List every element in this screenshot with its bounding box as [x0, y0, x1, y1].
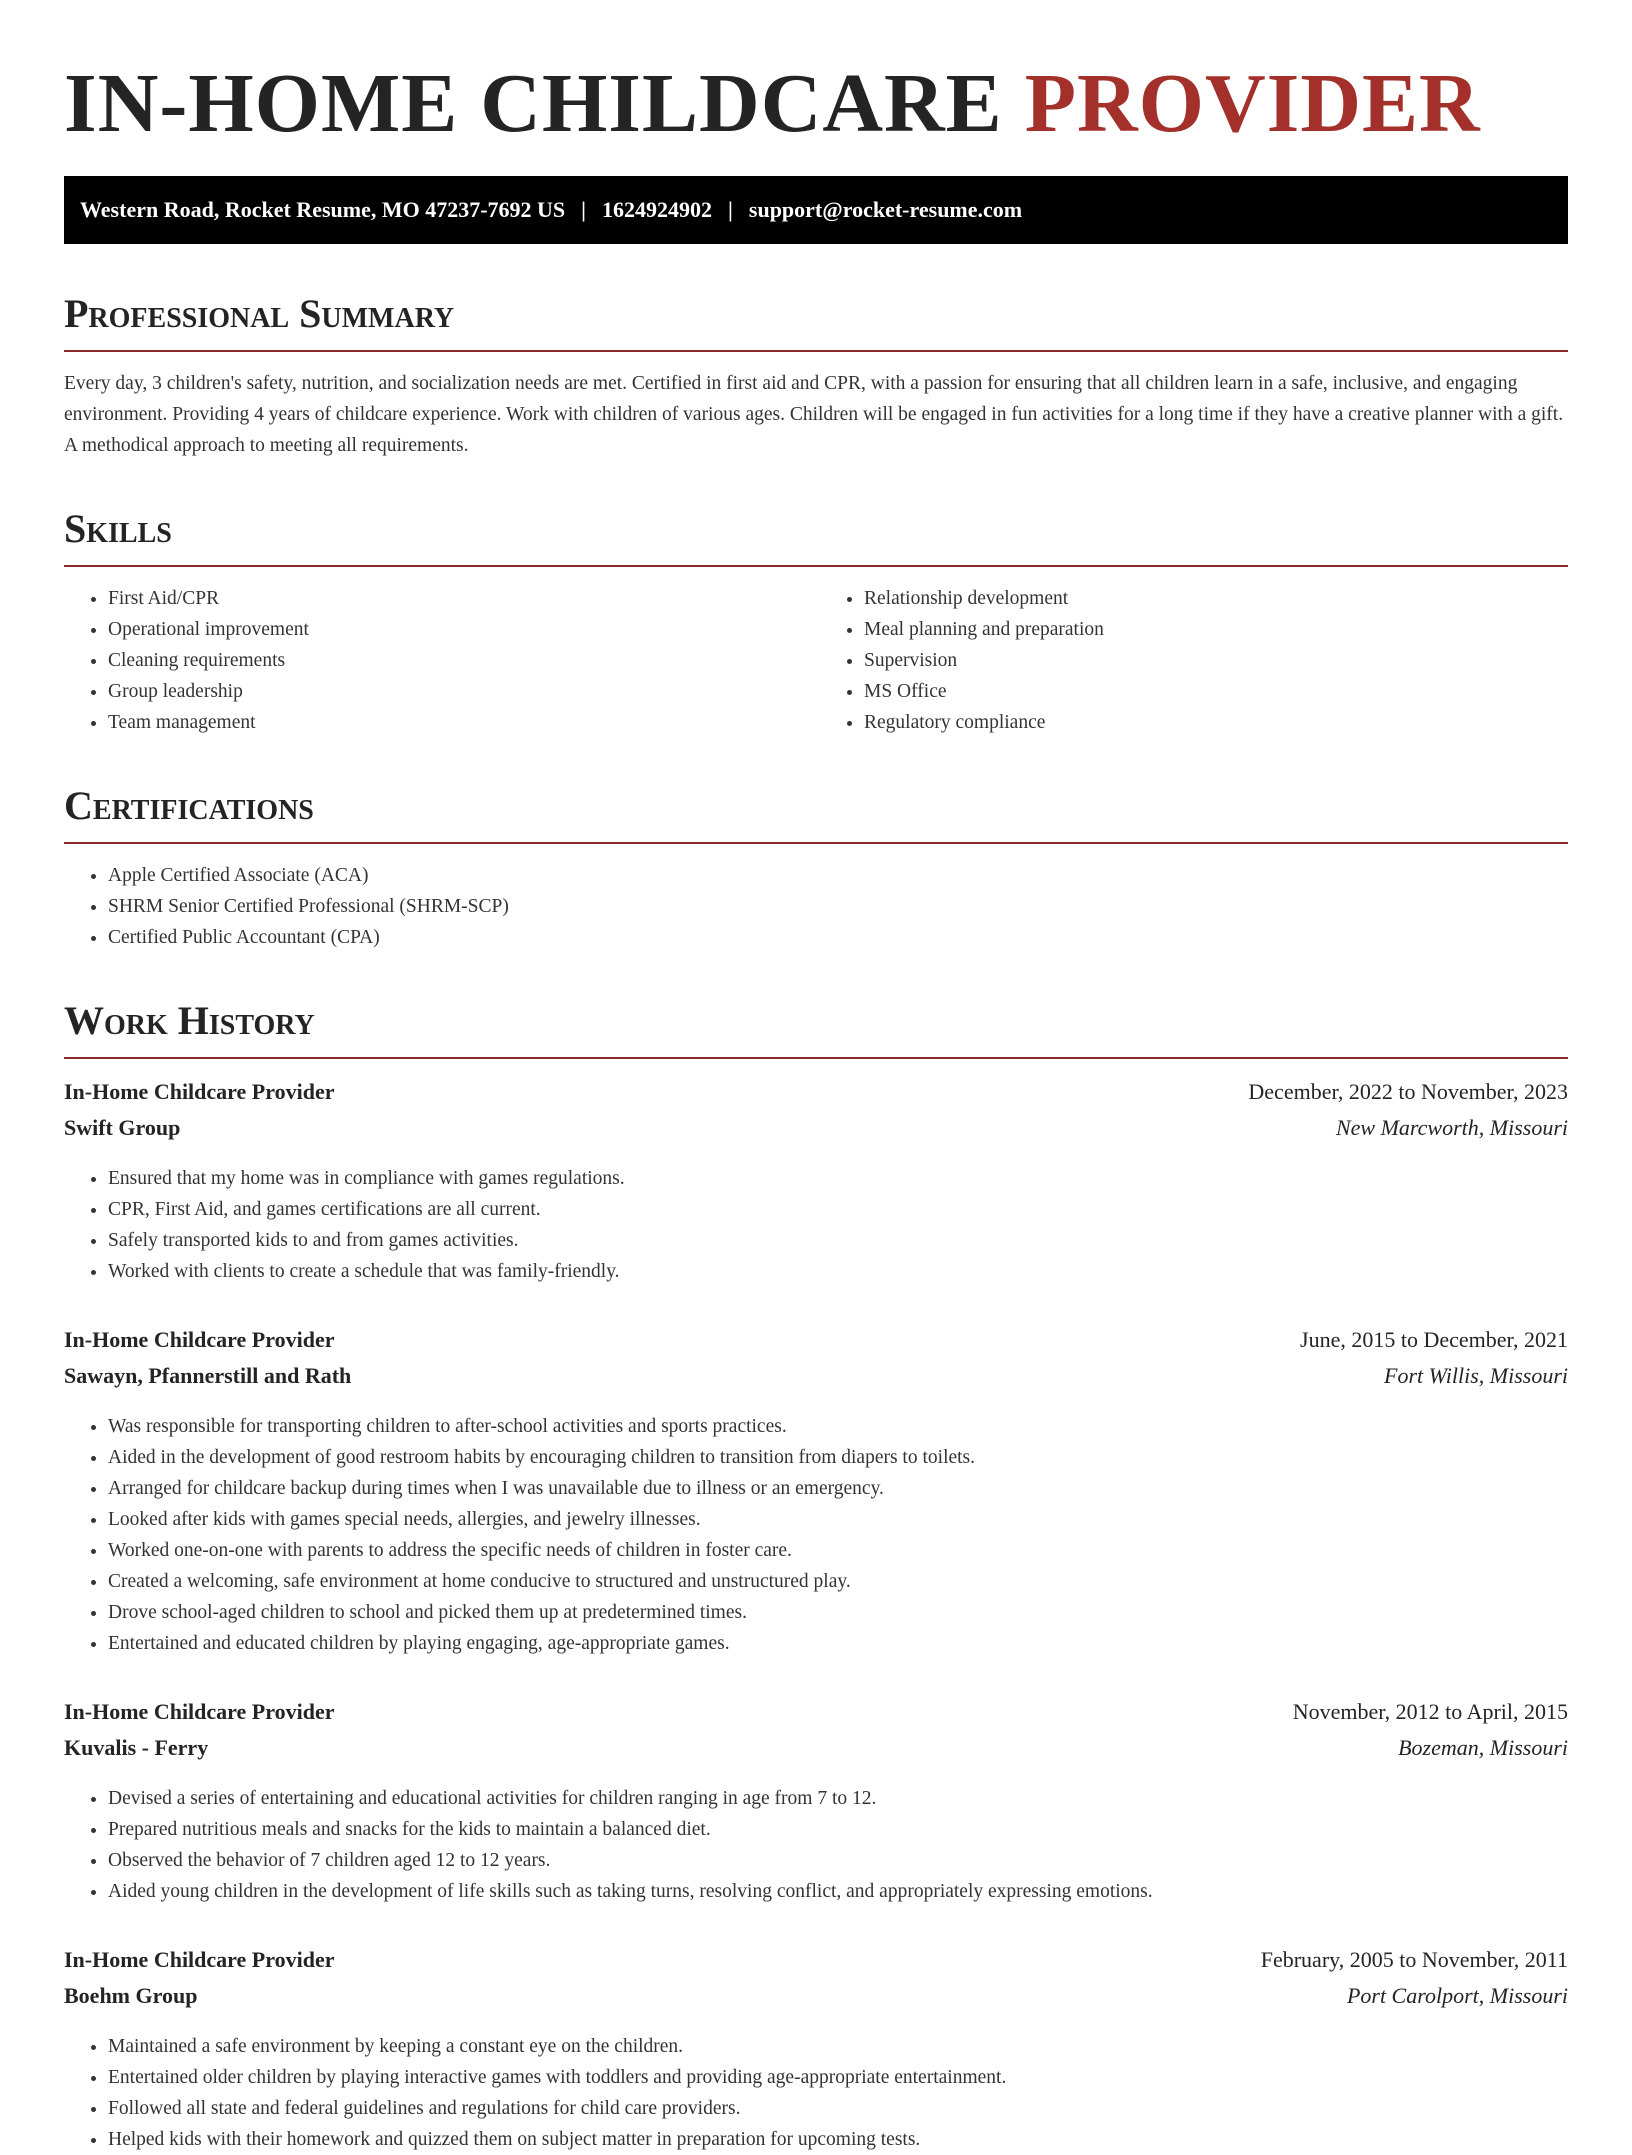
job-duty: • Aided in the development of good restroom habits by encouraging children to transition from diapers to toilets.: [108, 1442, 1568, 1473]
certifications-section: [64, 782, 1568, 953]
job-duties-list: [64, 2031, 1568, 2155]
job-location: New Marcworth, Missouri: [1335, 1115, 1568, 1140]
job-duty: • Aided young children in the development of life skills such as taking turns, resolving conflict, and appropriately expressing emotions.: [108, 1876, 1568, 1907]
skills-grid: [64, 583, 1568, 738]
job-duty: • Worked one-on-one with parents to address the specific needs of children in foster care.: [108, 1535, 1568, 1566]
job-location: Port Carolport, Missouri: [1346, 1983, 1568, 2008]
title-main: IN-HOME CHILDCARE: [64, 57, 1003, 150]
certifications-heading: Certifications: [64, 782, 1568, 844]
job-entry: [64, 1947, 1568, 2155]
skill-item: • First Aid/CPR: [108, 583, 816, 614]
job-company-row: [64, 1115, 1568, 1151]
job-duty: • Observed the behavior of 7 children aged 12 to 12 years.: [108, 1845, 1568, 1876]
job-dates: February, 2005 to November, 2011: [1260, 1947, 1568, 1972]
job-duty: • Looked after kids with games special needs, allergies, and jewelry illnesses.: [108, 1504, 1568, 1535]
job-company: Kuvalis - Ferry: [64, 1735, 209, 1760]
job-company: Sawayn, Pfannerstill and Rath: [64, 1363, 352, 1388]
job-entry: [64, 1699, 1568, 1907]
job-title: In-Home Childcare Provider: [64, 1079, 335, 1104]
job-title: In-Home Childcare Provider: [64, 1947, 335, 1972]
job-duty: • Devised a series of entertaining and educational activities for children ranging in age from 7 to 12.: [108, 1783, 1568, 1814]
title-accent: PROVIDER: [1024, 57, 1481, 150]
certification-item: • Apple Certified Associate (ACA): [108, 860, 1568, 891]
job-duty: • Entertained and educated children by playing engaging, age-appropriate games.: [108, 1628, 1568, 1659]
job-duty: • Ensured that my home was in compliance with games regulations.: [108, 1163, 1568, 1194]
job-dates: June, 2015 to December, 2021: [1300, 1327, 1568, 1352]
skill-item: • Meal planning and preparation: [864, 614, 1568, 645]
summary-text: Every day, 3 children's safety, nutrition, and socialization needs are met. Certified in first aid and CPR, with a passion for ensuring that all children learn in a safe, inclusive, and engaging environment. Providing 4 years of childcare experience. Work with children of various ages. Children will be engaged in fun activities for a long time if they have a creative planner with a gift. A methodical approach to meeting all requirements.: [64, 373, 1564, 456]
job-duties-list: [64, 1411, 1568, 1659]
job-title: In-Home Childcare Provider: [64, 1699, 335, 1724]
summary-section: [64, 290, 1568, 461]
skills-list-right: [816, 583, 1568, 738]
job-duty: • Created a welcoming, safe environment at home conducive to structured and unstructured play.: [108, 1566, 1568, 1597]
job-location: Bozeman, Missouri: [1398, 1735, 1568, 1760]
contact-bar: [64, 176, 1568, 244]
skill-item: • Regulatory compliance: [864, 707, 1568, 738]
job-duties-list: [64, 1783, 1568, 1907]
skill-item: • MS Office: [864, 676, 1568, 707]
job-company: Boehm Group: [64, 1983, 198, 2008]
contact-phone: 1624924902: [602, 197, 713, 222]
resume-title: [64, 0, 1568, 176]
job-duty: • Arranged for childcare backup during times when I was unavailable due to illness or an emergency.: [108, 1473, 1568, 1504]
job-duties-list: [64, 1163, 1568, 1287]
skills-section: [64, 505, 1568, 738]
job-company: Swift Group: [64, 1115, 181, 1140]
job-dates: December, 2022 to November, 2023: [1248, 1079, 1568, 1104]
job-title: In-Home Childcare Provider: [64, 1327, 335, 1352]
job-duty: • Prepared nutritious meals and snacks for the kids to maintain a balanced diet.: [108, 1814, 1568, 1845]
work-history-section: [64, 997, 1568, 2155]
job-duty: • Was responsible for transporting children to after-school activities and sports practices.: [108, 1411, 1568, 1442]
contact-email: support@rocket-resume.com: [748, 197, 1023, 222]
job-company-row: [64, 1363, 1568, 1399]
contact-separator: |: [728, 197, 733, 222]
job-header-row: [64, 1947, 1568, 1983]
job-header-row: [64, 1699, 1568, 1735]
certification-item: • SHRM Senior Certified Professional (SHRM-SCP): [108, 891, 1568, 922]
job-duty: • Drove school-aged children to school and picked them up at predetermined times.: [108, 1597, 1568, 1628]
job-duty: • CPR, First Aid, and games certifications are all current.: [108, 1194, 1568, 1225]
work-history-heading: Work History: [64, 997, 1568, 1059]
job-duty: • Helped kids with their homework and quizzed them on subject matter in preparation for upcoming tests.: [108, 2124, 1568, 2155]
contact-separator: |: [581, 197, 587, 222]
job-header-row: [64, 1079, 1568, 1115]
job-duty: • Worked with clients to create a schedule that was family-friendly.: [108, 1256, 1568, 1287]
job-location: Fort Willis, Missouri: [1384, 1363, 1568, 1388]
job-dates: November, 2012 to April, 2015: [1292, 1699, 1568, 1724]
certification-item: • Certified Public Accountant (CPA): [108, 922, 1568, 953]
job-duty: • Entertained older children by playing interactive games with toddlers and providing age-appropriate entertainment.: [108, 2062, 1568, 2093]
skill-item: • Cleaning requirements: [108, 645, 816, 676]
job-company-row: [64, 1983, 1568, 2019]
job-duty: • Safely transported kids to and from games activities.: [108, 1225, 1568, 1256]
skill-item: • Relationship development: [864, 583, 1568, 614]
job-duty: • Maintained a safe environment by keeping a constant eye on the children.: [108, 2031, 1568, 2062]
skill-item: • Group leadership: [108, 676, 816, 707]
skill-item: • Team management: [108, 707, 816, 738]
job-duty: • Followed all state and federal guidelines and regulations for child care providers.: [108, 2093, 1568, 2124]
job-header-row: [64, 1327, 1568, 1363]
skill-item: • Supervision: [864, 645, 1568, 676]
skills-list-left: [64, 583, 816, 738]
skills-heading: Skills: [64, 505, 1568, 567]
job-entry: [64, 1327, 1568, 1659]
contact-address: Western Road, Rocket Resume, MO 47237-7692 US: [80, 197, 566, 222]
summary-heading: Professional Summary: [64, 290, 1568, 352]
job-entry: [64, 1079, 1568, 1287]
certifications-list: [64, 860, 1568, 953]
job-company-row: [64, 1735, 1568, 1771]
skill-item: • Operational improvement: [108, 614, 816, 645]
